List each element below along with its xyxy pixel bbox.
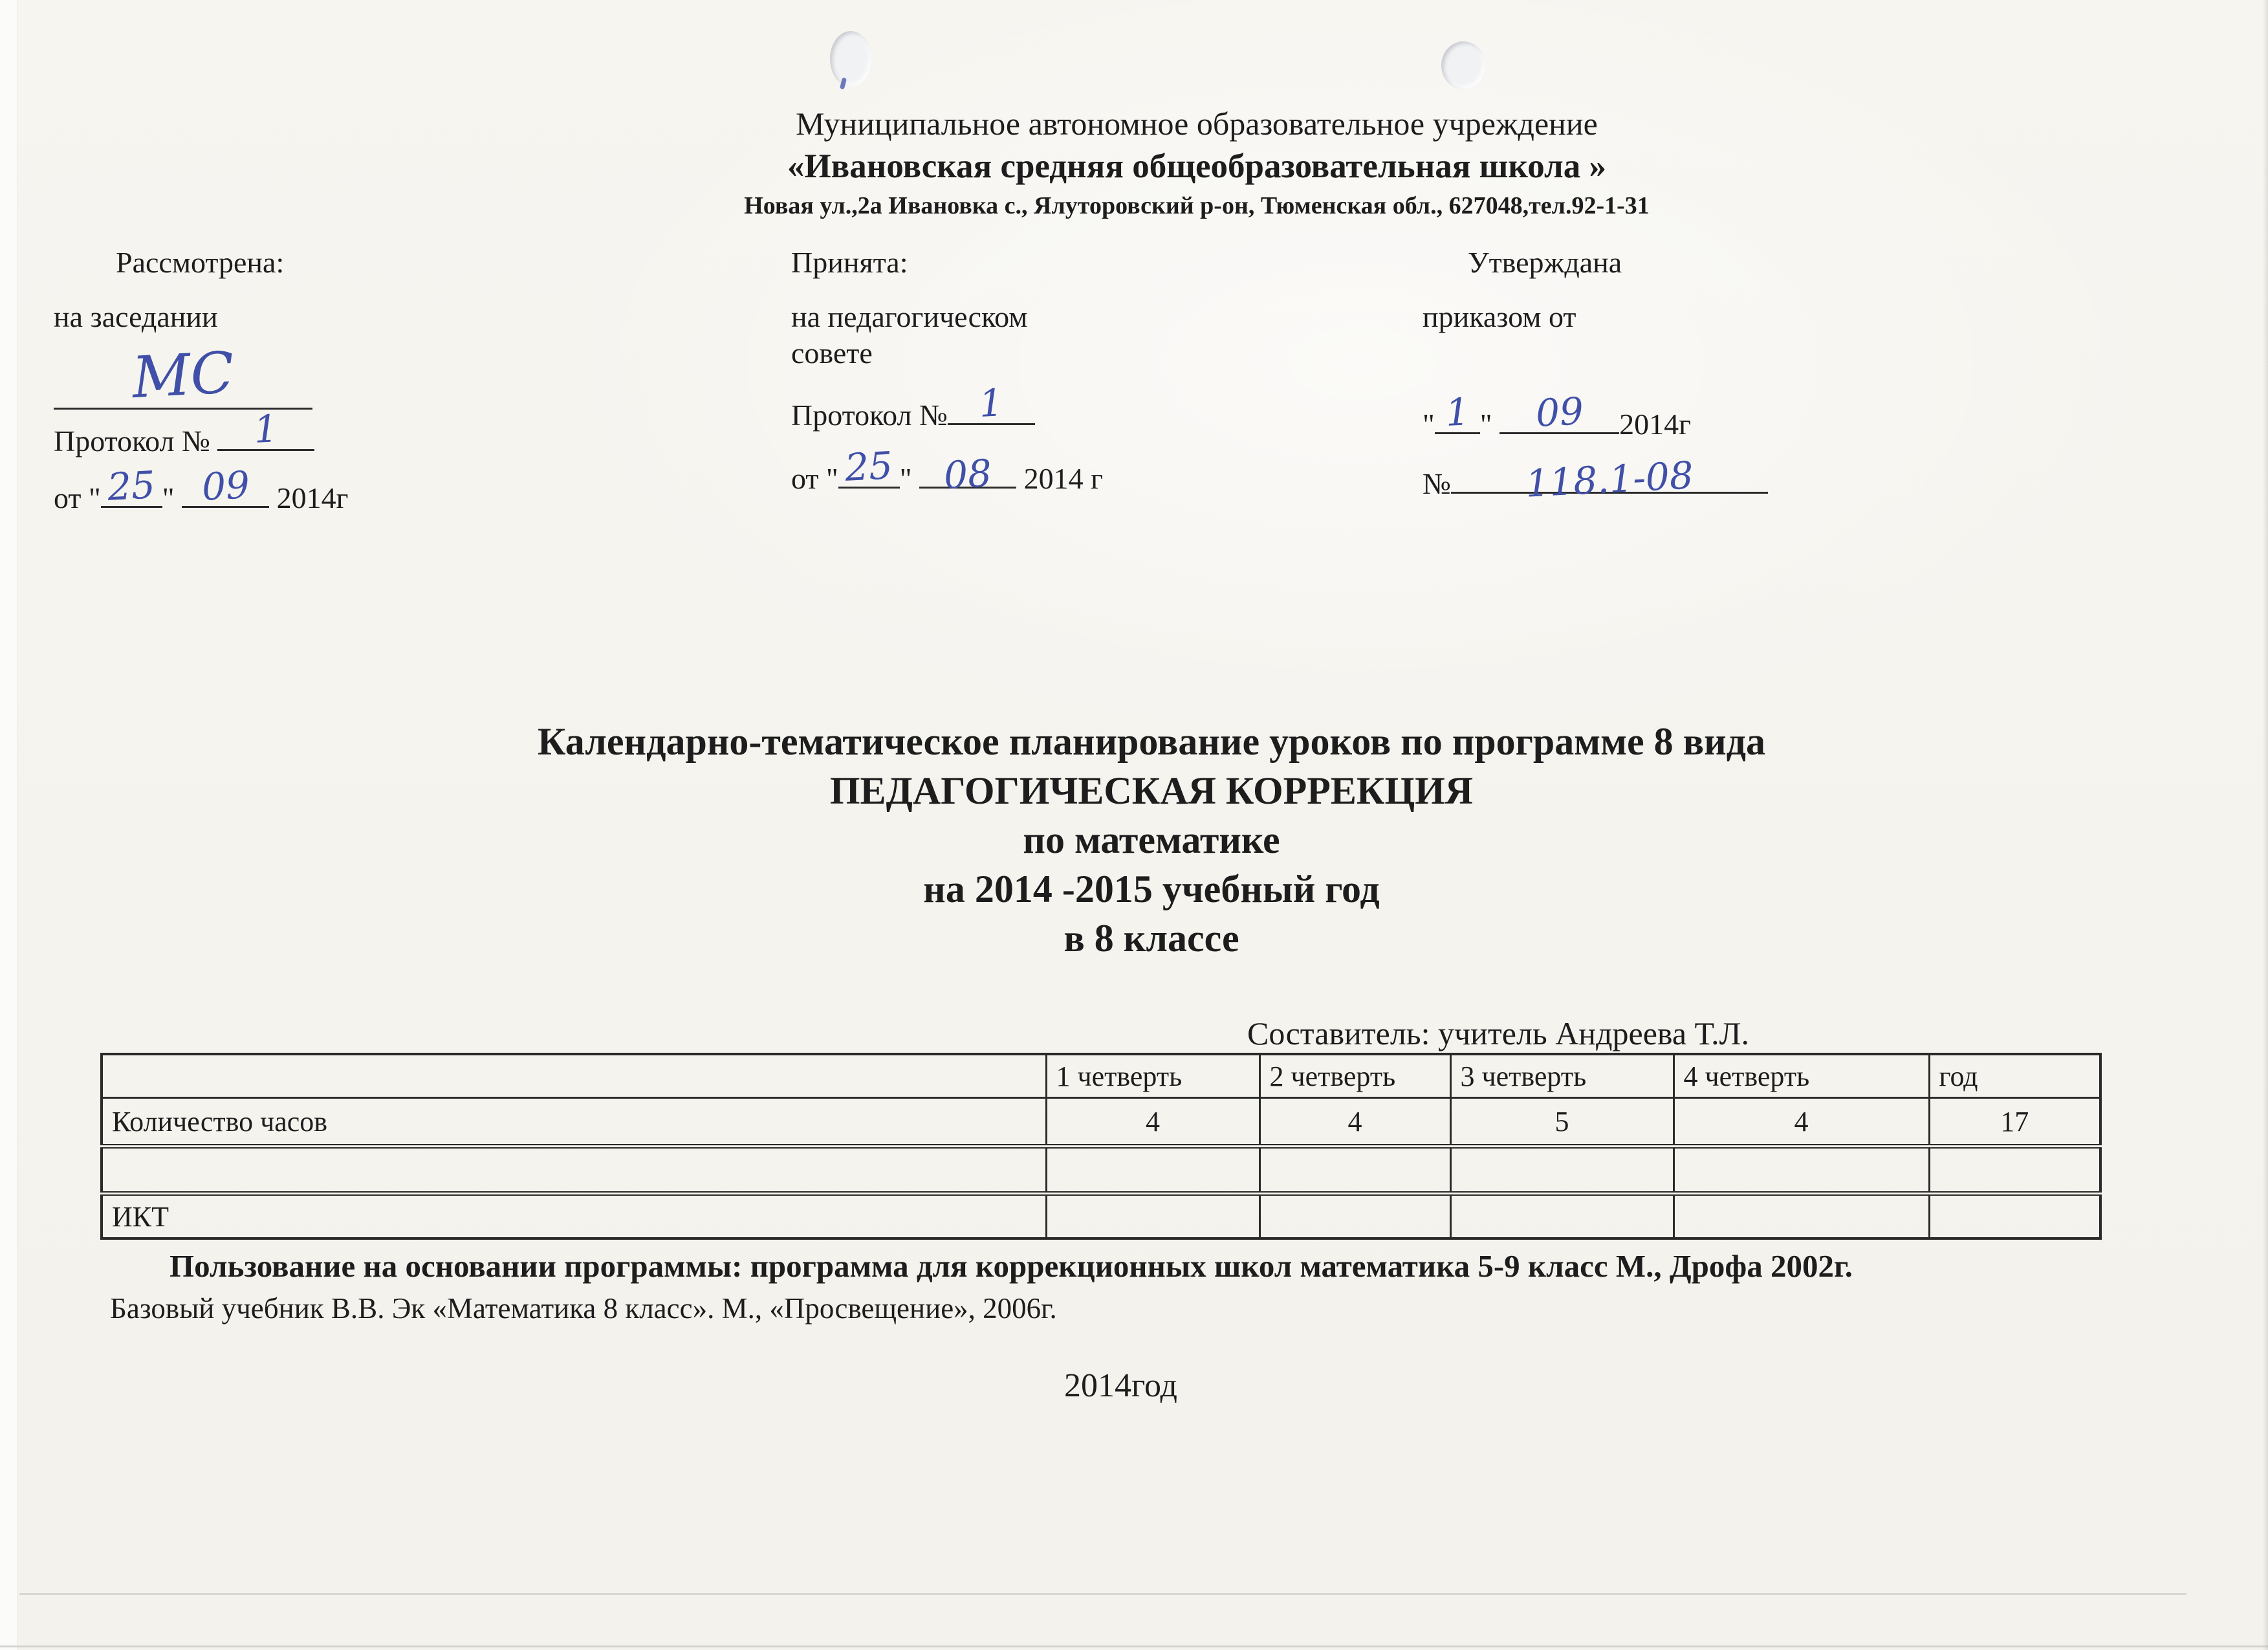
approval-accepted-block [791, 245, 1192, 497]
program-basis-line: Пользование на основании программы: программа для коррекционных школ математика 5-9 класс М., Дрофа 2002г. [169, 1248, 1853, 1284]
approval-approved-block [1423, 245, 1875, 506]
row-label: Количество часов [102, 1098, 1046, 1147]
reviewed-signature-line [54, 338, 494, 413]
date-prefix: от [54, 481, 82, 514]
date-month-blank [182, 463, 269, 509]
header-cell-q3: 3 четверть [1450, 1054, 1674, 1098]
accepted-date-day: 25 [844, 443, 894, 490]
bleed-through-artifact [110, 668, 1954, 687]
row-label: ИКТ [102, 1194, 1046, 1239]
accepted-title: Принята: [791, 246, 908, 279]
quote: " [1479, 408, 1492, 441]
table-cell [1046, 1194, 1259, 1239]
protocol-number-blank [217, 406, 314, 452]
table-cell [1674, 1194, 1929, 1239]
order-number-label: № [1423, 467, 1451, 500]
header-cell-q4: 4 четверть [1674, 1054, 1929, 1098]
reviewed-protocol-line [54, 406, 494, 459]
date-month-blank [919, 451, 1016, 498]
quote: " [162, 481, 175, 514]
bleed-through-artifact [97, 1009, 1145, 1029]
row-label [102, 1147, 1046, 1194]
date-month-blank [1499, 389, 1619, 435]
date-year: 2014г [1619, 408, 1691, 441]
date-year: 2014г [276, 481, 349, 514]
signature-blank [54, 338, 312, 412]
organization-type: Муниципальное автономное образовательное учреждение [796, 105, 1598, 142]
header-cell-year: год [1929, 1054, 2100, 1098]
hours-table [100, 1053, 2102, 1240]
accepted-protocol-line [791, 380, 1192, 434]
approved-title: Утверждана [1468, 246, 1622, 279]
scan-edge-line [0, 1645, 2268, 1647]
approved-line1: приказом от [1423, 300, 1576, 333]
hole-punch [1441, 41, 1485, 89]
bleed-through-artifact [162, 1334, 1973, 1354]
protocol-label: Протокол № [54, 424, 210, 457]
scan-edge-shade [2263, 0, 2268, 1650]
title-line-4: на 2014 -2015 учебный год [923, 868, 1380, 910]
document-year: 2014год [1064, 1367, 1177, 1404]
table-row-ikt [102, 1194, 2100, 1239]
table-cell: 17 [1929, 1098, 2100, 1147]
table-cell: 4 [1046, 1098, 1259, 1147]
approved-date-day: 1 [1444, 390, 1470, 435]
table-cell [1674, 1147, 1929, 1194]
title-line-5: в 8 классе [1063, 917, 1239, 960]
document-title-block [35, 717, 2268, 963]
approved-order-number: 118.1-08 [1524, 453, 1695, 506]
approval-reviewed-block [54, 245, 494, 516]
bleed-through-artifact [291, 1502, 1520, 1522]
quote: " [1423, 408, 1435, 441]
quote: " [899, 462, 912, 495]
date-day-blank [1435, 390, 1480, 435]
reviewed-date-month: 09 [200, 463, 251, 509]
table-cell [1929, 1147, 2100, 1194]
bleed-through-artifact [104, 581, 2199, 600]
accepted-line2: совете [791, 336, 873, 369]
date-prefix: от [791, 462, 819, 495]
protocol-number-blank [948, 380, 1035, 426]
table-cell: 4 [1259, 1098, 1450, 1147]
approved-number-line [1423, 453, 1875, 506]
composer-line: Составитель: учитель Андреева Т.Л. [1247, 1015, 1749, 1051]
order-number-blank [1451, 453, 1768, 506]
date-year: 2014 г [1023, 462, 1103, 495]
title-line-2: ПЕДАГОГИЧЕСКАЯ КОРРЕКЦИЯ [829, 769, 1474, 812]
school-name: «Ивановская средняя общеобразовательная школа » [787, 148, 1607, 185]
quote: " [826, 462, 838, 495]
hole-punch [830, 31, 871, 87]
date-day-blank [101, 463, 162, 509]
bleed-through-artifact [226, 1444, 1844, 1464]
header-cell-q1: 1 четверть [1046, 1054, 1259, 1098]
table-row-hours [102, 1098, 2100, 1147]
header-cell-q2: 2 четверть [1259, 1054, 1450, 1098]
title-line-1: Календарно-тематическое планирование уроков по программе 8 вида [538, 720, 1765, 763]
scanner-edge-strip [0, 0, 17, 1650]
accepted-date-line [791, 443, 1192, 498]
table-row-empty [102, 1147, 2100, 1194]
accepted-protocol-number: 1 [978, 380, 1005, 426]
accepted-date-month: 08 [943, 451, 993, 498]
bleed-through-artifact [453, 415, 2212, 435]
base-textbook-line: Базовый учебник В.В. Эк «Математика 8 класс». М., «Просвещение», 2006г. [110, 1292, 1057, 1325]
reviewed-protocol-number: 1 [253, 406, 279, 452]
document-header [125, 104, 2268, 221]
table-cell [1929, 1194, 2100, 1239]
table-cell [1450, 1147, 1674, 1194]
approved-date-month: 09 [1534, 389, 1585, 435]
school-address: Новая ул.,2а Ивановка с., Ялуторовский р-он, Тюменская обл., 627048,тел.92-1-31 [744, 192, 1650, 219]
table-cell [1259, 1194, 1450, 1239]
table-header-row [102, 1054, 2100, 1098]
reviewed-title: Рассмотрена: [116, 246, 285, 279]
title-line-3: по математике [1023, 819, 1280, 861]
date-day-blank [838, 443, 900, 490]
table-cell [1259, 1147, 1450, 1194]
reviewed-handwritten-org: МС [130, 338, 236, 412]
quote: " [89, 481, 101, 514]
approved-date-line [1423, 389, 1875, 443]
reviewed-meeting-line: на заседании [54, 300, 218, 333]
table-cell: 5 [1450, 1098, 1674, 1147]
bleed-through-artifact [168, 622, 2109, 642]
header-cell-empty [102, 1054, 1046, 1098]
accepted-line1: на педагогическом [791, 300, 1028, 333]
reviewed-date-day: 25 [106, 463, 157, 509]
table-cell: 4 [1674, 1098, 1929, 1147]
table-cell [1450, 1194, 1674, 1239]
table-cell [1046, 1147, 1259, 1194]
protocol-label: Протокол № [791, 399, 948, 432]
bleed-through-artifact [136, 542, 2167, 562]
paper-edge-shadow [19, 1593, 2186, 1595]
reviewed-date-line [54, 463, 494, 516]
